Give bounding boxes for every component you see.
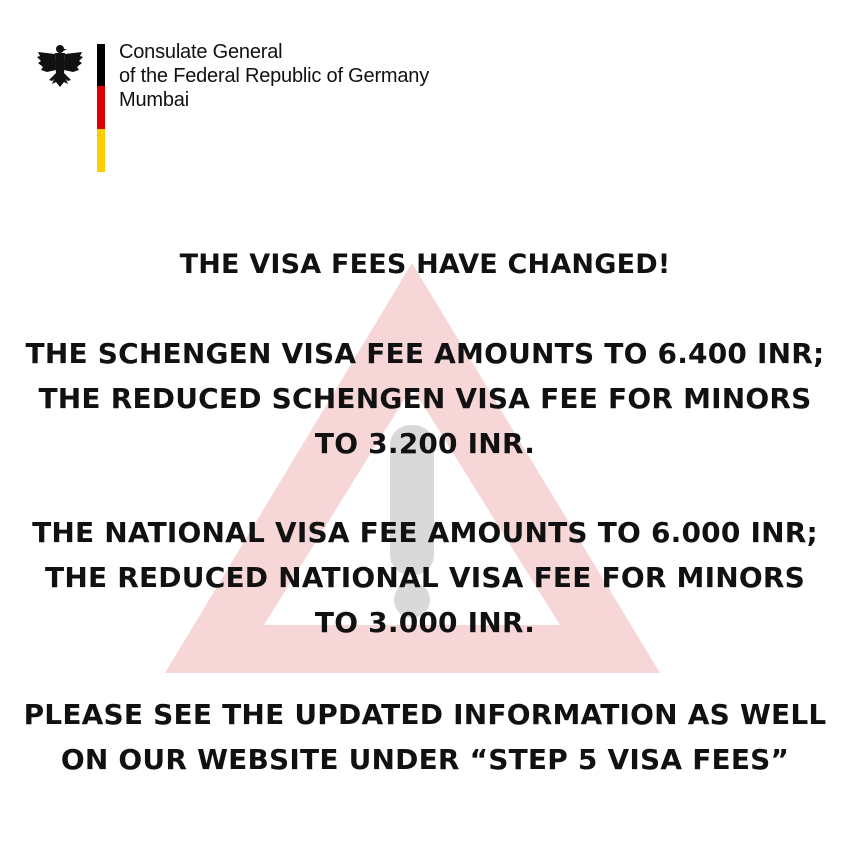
consulate-name-line3: Mumbai bbox=[119, 89, 189, 111]
national-fee-line: THE NATIONAL VISA FEE AMOUNTS TO 6.000 INR; bbox=[32, 516, 818, 549]
national-reduced-fee-line: THE REDUCED NATIONAL VISA FEE FOR MINORS bbox=[45, 561, 805, 594]
consulate-name-line2: of the Federal Republic of Germany bbox=[119, 65, 430, 87]
schengen-reduced-fee-amount: TO 3.200 INR. bbox=[314, 427, 536, 460]
national-reduced-fee-amount: TO 3.000 INR. bbox=[314, 606, 536, 639]
footer-note-line1: PLEASE SEE THE UPDATED INFORMATION AS WELL bbox=[23, 698, 827, 731]
consulate-name-line1: Consulate General bbox=[119, 41, 283, 63]
footer-note-line2: ON OUR WEBSITE UNDER “STEP 5 VISA FEES” bbox=[60, 743, 790, 776]
schengen-reduced-fee-line: THE REDUCED SCHENGEN VISA FEE FOR MINORS bbox=[38, 382, 812, 415]
headline: THE VISA FEES HAVE CHANGED! bbox=[179, 249, 671, 280]
schengen-fee-line: THE SCHENGEN VISA FEE AMOUNTS TO 6.400 INR; bbox=[25, 337, 825, 370]
